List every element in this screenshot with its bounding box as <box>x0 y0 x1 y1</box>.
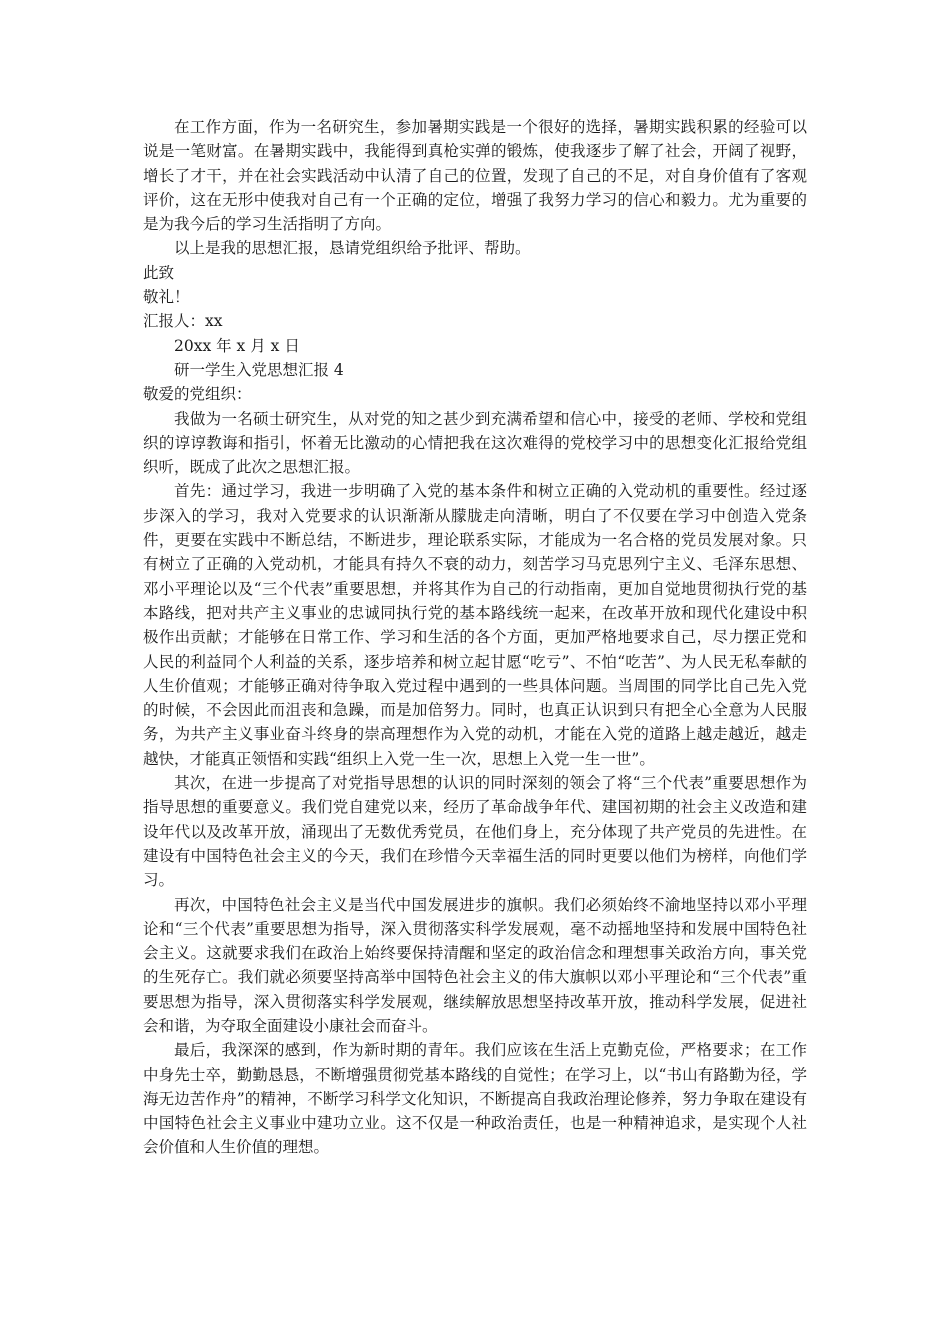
paragraph-second: 其次，在进一步提高了对党指导思想的认识的同时深刻的领会了将“三个代表”重要思想作为指导思想的重要意义。我们党自建党以来，经历了革命战争年代、建国初期的社会主义改造和建设年代以及改革开放，涌现出了无数优秀党员，在他们身上，充分体现了共产党员的先进性。在建设有中国特色社会主义的今天，我们在珍惜今天幸福生活的同时更要以他们为榜样，向他们学习。 <box>143 774 807 890</box>
paragraph-third: 再次，中国特色社会主义是当代中国发展进步的旗帜。我们必须始终不渝地坚持以邓小平理论和“三个代表”重要思想为指导，深入贯彻落实科学发展观，毫不动摇地坚持和发展中国特色社会主义。这就要求我们在政治上始终要保持清醒和坚定的政治信念和理想事关政治方向，事关党的生死存亡。我们就必须要坚持高举中国特色社会主义的伟大旗帜以邓小平理论和“三个代表”重要思想为指导，深入贯彻落实科学发展观，继续解放思想坚持改革开放，推动科学发展，促进社会和谐，为夺取全面建设小康社会而奋斗。 <box>143 895 807 1035</box>
paragraph-intro: 我做为一名硕士研究生，从对党的知之甚少到充满希望和信心中，接受的老师、学校和党组织的谆谆教诲和指引，怀着无比激动的心情把我在这次难得的党校学习中的思想变化汇报给党组织听，既成了此次之思想汇报。 <box>143 409 807 477</box>
section-title: 研一学生入党思想汇报 4 <box>174 360 344 379</box>
paragraph-closing: 以上是我的思想汇报，恳请党组织给予批评、帮助。 <box>174 239 531 258</box>
reporter-line: 汇报人：xx <box>143 312 223 331</box>
paragraph-last: 最后，我深深的感到，作为新时期的青年。我们应该在生活上克勤克俭，严格要求；在工作中身先士卒，勤勤恳恳，不断增强贯彻党基本路线的自觉性；在学习上，以“书山有路勤为径，学海无边苦作舟”的精神，不断学习科学文化知识，不断提高自我政治理论修养，努力争取在建设有中国特色社会主义事业中建功立业。这不仅是一种政治责任，也是一种精神追求，是实现个人社会价值和人生价值的理想。 <box>143 1041 807 1157</box>
salutation-line-2: 敬礼！ <box>143 288 190 307</box>
salutation-line-1: 此致 <box>143 263 175 282</box>
date-line: 20xx 年 x 月 x 日 <box>174 336 300 355</box>
paragraph-work: 在工作方面，作为一名研究生，参加暑期实践是一个很好的选择，暑期实践积累的经验可以说是一笔财富。在暑期实践中，我能得到真枪实弹的锻炼，使我逐步了解了社会，开阔了视野，增长了才干，并在社会实践活动中认清了自己的位置，发现了自己的不足，对自身价值有了客观评价，这在无形中使我对自己有一个正确的定位，增强了我努力学习的信心和毅力。尤为重要的是为我今后的学习生活指明了方向。 <box>143 118 807 234</box>
document-body <box>143 115 807 1160</box>
greeting-line: 敬爱的党组织： <box>143 385 252 404</box>
paragraph-first: 首先：通过学习，我进一步明确了入党的基本条件和树立正确的入党动机的重要性。经过逐步深入的学习，我对入党要求的认识渐渐从朦胧走向清晰，明白了不仅要在学习中创造入党条件，更要在实践中不断总结，不断进步，理论联系实际，才能成为一名合格的党员发展对象。只有树立了正确的入党动机，才能具有持久不衰的动力，刻苦学习马克思列宁主义、毛泽东思想、邓小平理论以及“三个代表”重要思想，并将其作为自己的行动指南，更加自觉地贯彻执行党的基本路线，把对共产主义事业的忠诚同执行党的基本路线统一起来，在改革开放和现代化建设中积极作出贡献；才能够在日常工作、学习和生活的各个方面，更加严格地要求自己，尽力摆正党和人民的利益同个人利益的关系，逐步培养和树立起甘愿“吃亏”、不怕“吃苦”、为人民无私奉献的人生价值观；才能够正确对待争取入党过程中遇到的一些具体问题。当周围的同学比自己先入党的时候，不会因此而沮丧和急躁，而是加倍努力。同时，也真正认识到只有把全心全意为人民服务，为共产主义事业奋斗终身的崇高理想作为入党的动机，才能在入党的道路上越走越近，越走越快，才能真正领悟和实践“组织上入党一生一次，思想上入党一生一世”。 <box>143 482 807 768</box>
